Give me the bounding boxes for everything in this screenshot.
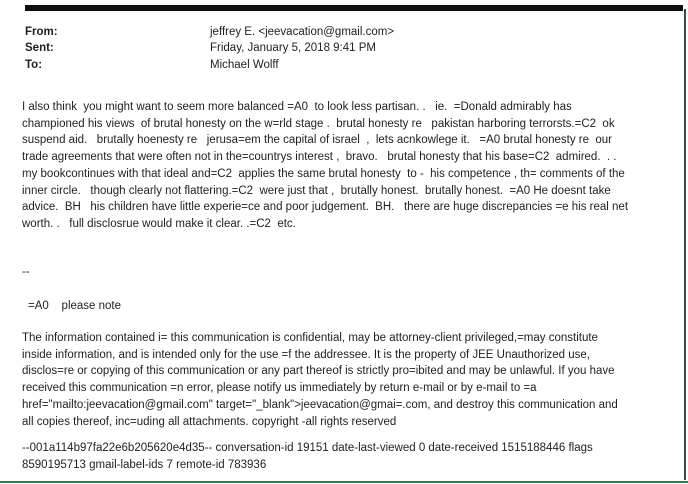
from-value: jeffrey E. <jeevacation@gmail.com> <box>210 26 395 38</box>
disclaimer-line: The information contained i= this communication is confidential, may be attorney-client privileged,=may constitute <box>22 332 598 344</box>
bottom-horizontal-rule <box>0 481 688 483</box>
email-header <box>25 24 394 73</box>
sent-value: Friday, January 5, 2018 9:41 PM <box>210 42 376 55</box>
body-line: my bookcontinues with that ideal and=C2 applies the same brutal honesty to - his competence , th= comments of the <box>22 167 625 180</box>
body-line: suspend aid. brutally hoenesty re jerusa=em the capital of israel , lets acnkowlege it. =A0 brutal honesty re our <box>22 134 613 147</box>
disclaimer-line: href="mailto:jeevacation@gmail.com" target="_blank">jeevacation@gmai=.com, and destroy this communication and <box>22 398 618 411</box>
to-value: Michael Wolff <box>210 58 279 71</box>
disclaimer-line: received this communication =n error, please notify us immediately by return e-mail or by e-mail to =a <box>22 382 537 395</box>
mime-metadata-footer <box>22 440 593 473</box>
from-label: From: <box>25 26 58 38</box>
confidentiality-disclaimer <box>22 330 618 430</box>
footer-line: 8590195713 gmail-label-ids 7 remote-id 783936 <box>22 458 267 471</box>
note-text: =A0 please note <box>28 300 122 312</box>
to-label: To: <box>25 58 43 71</box>
body-line: championed his views of brutal honesty on the w=rld stage . brutal honesty re pakistan harboring terrorsts.=C2 ok <box>22 117 615 130</box>
body-line: inner circle. though clearly not flattering.=C2 were just that , brutally honest. brutally honest. =A0 He doesnt take <box>22 184 611 197</box>
signature-separator <box>22 264 30 281</box>
body-line: worth. . full disclosrue would make it clear. .=C2 etc. <box>22 217 296 230</box>
disclaimer-line: disclos=re or copying of this communication or any part thereof is strictly pro=ibited and may be unlawful. If you have <box>22 365 615 378</box>
sent-label: Sent: <box>25 42 54 55</box>
email-body-paragraph <box>22 99 628 233</box>
body-line: advice. BH his children have little experie=ce and poor judgement. BH. there are huge discrepancies =e his real net <box>22 201 629 214</box>
disclaimer-line: inside information, and is intended only for the use =f the addressee. It is the property of JEE Unauthorized use, <box>22 348 590 361</box>
top-horizontal-rule <box>25 5 683 11</box>
separator-dashes: -- <box>22 266 30 278</box>
please-note-line <box>28 298 121 315</box>
footer-line: --001a114b97fa22e6b205620e4d35-- conversation-id 19151 date-last-viewed 0 date-received 1515188446 flags <box>22 442 593 454</box>
body-line: I also think you might want to seem more balanced =A0 to look less partisan. . ie. =Donald admirably has <box>22 101 572 113</box>
body-line: trade agreements that were often not in the=countrys interest , bravo. brutal honesty that his base=C2 admired. . . <box>22 151 617 164</box>
right-edge-scan-line <box>684 9 686 480</box>
disclaimer-line: all copies thereof, inc=uding all attachments. copyright -all rights reserved <box>22 415 397 428</box>
